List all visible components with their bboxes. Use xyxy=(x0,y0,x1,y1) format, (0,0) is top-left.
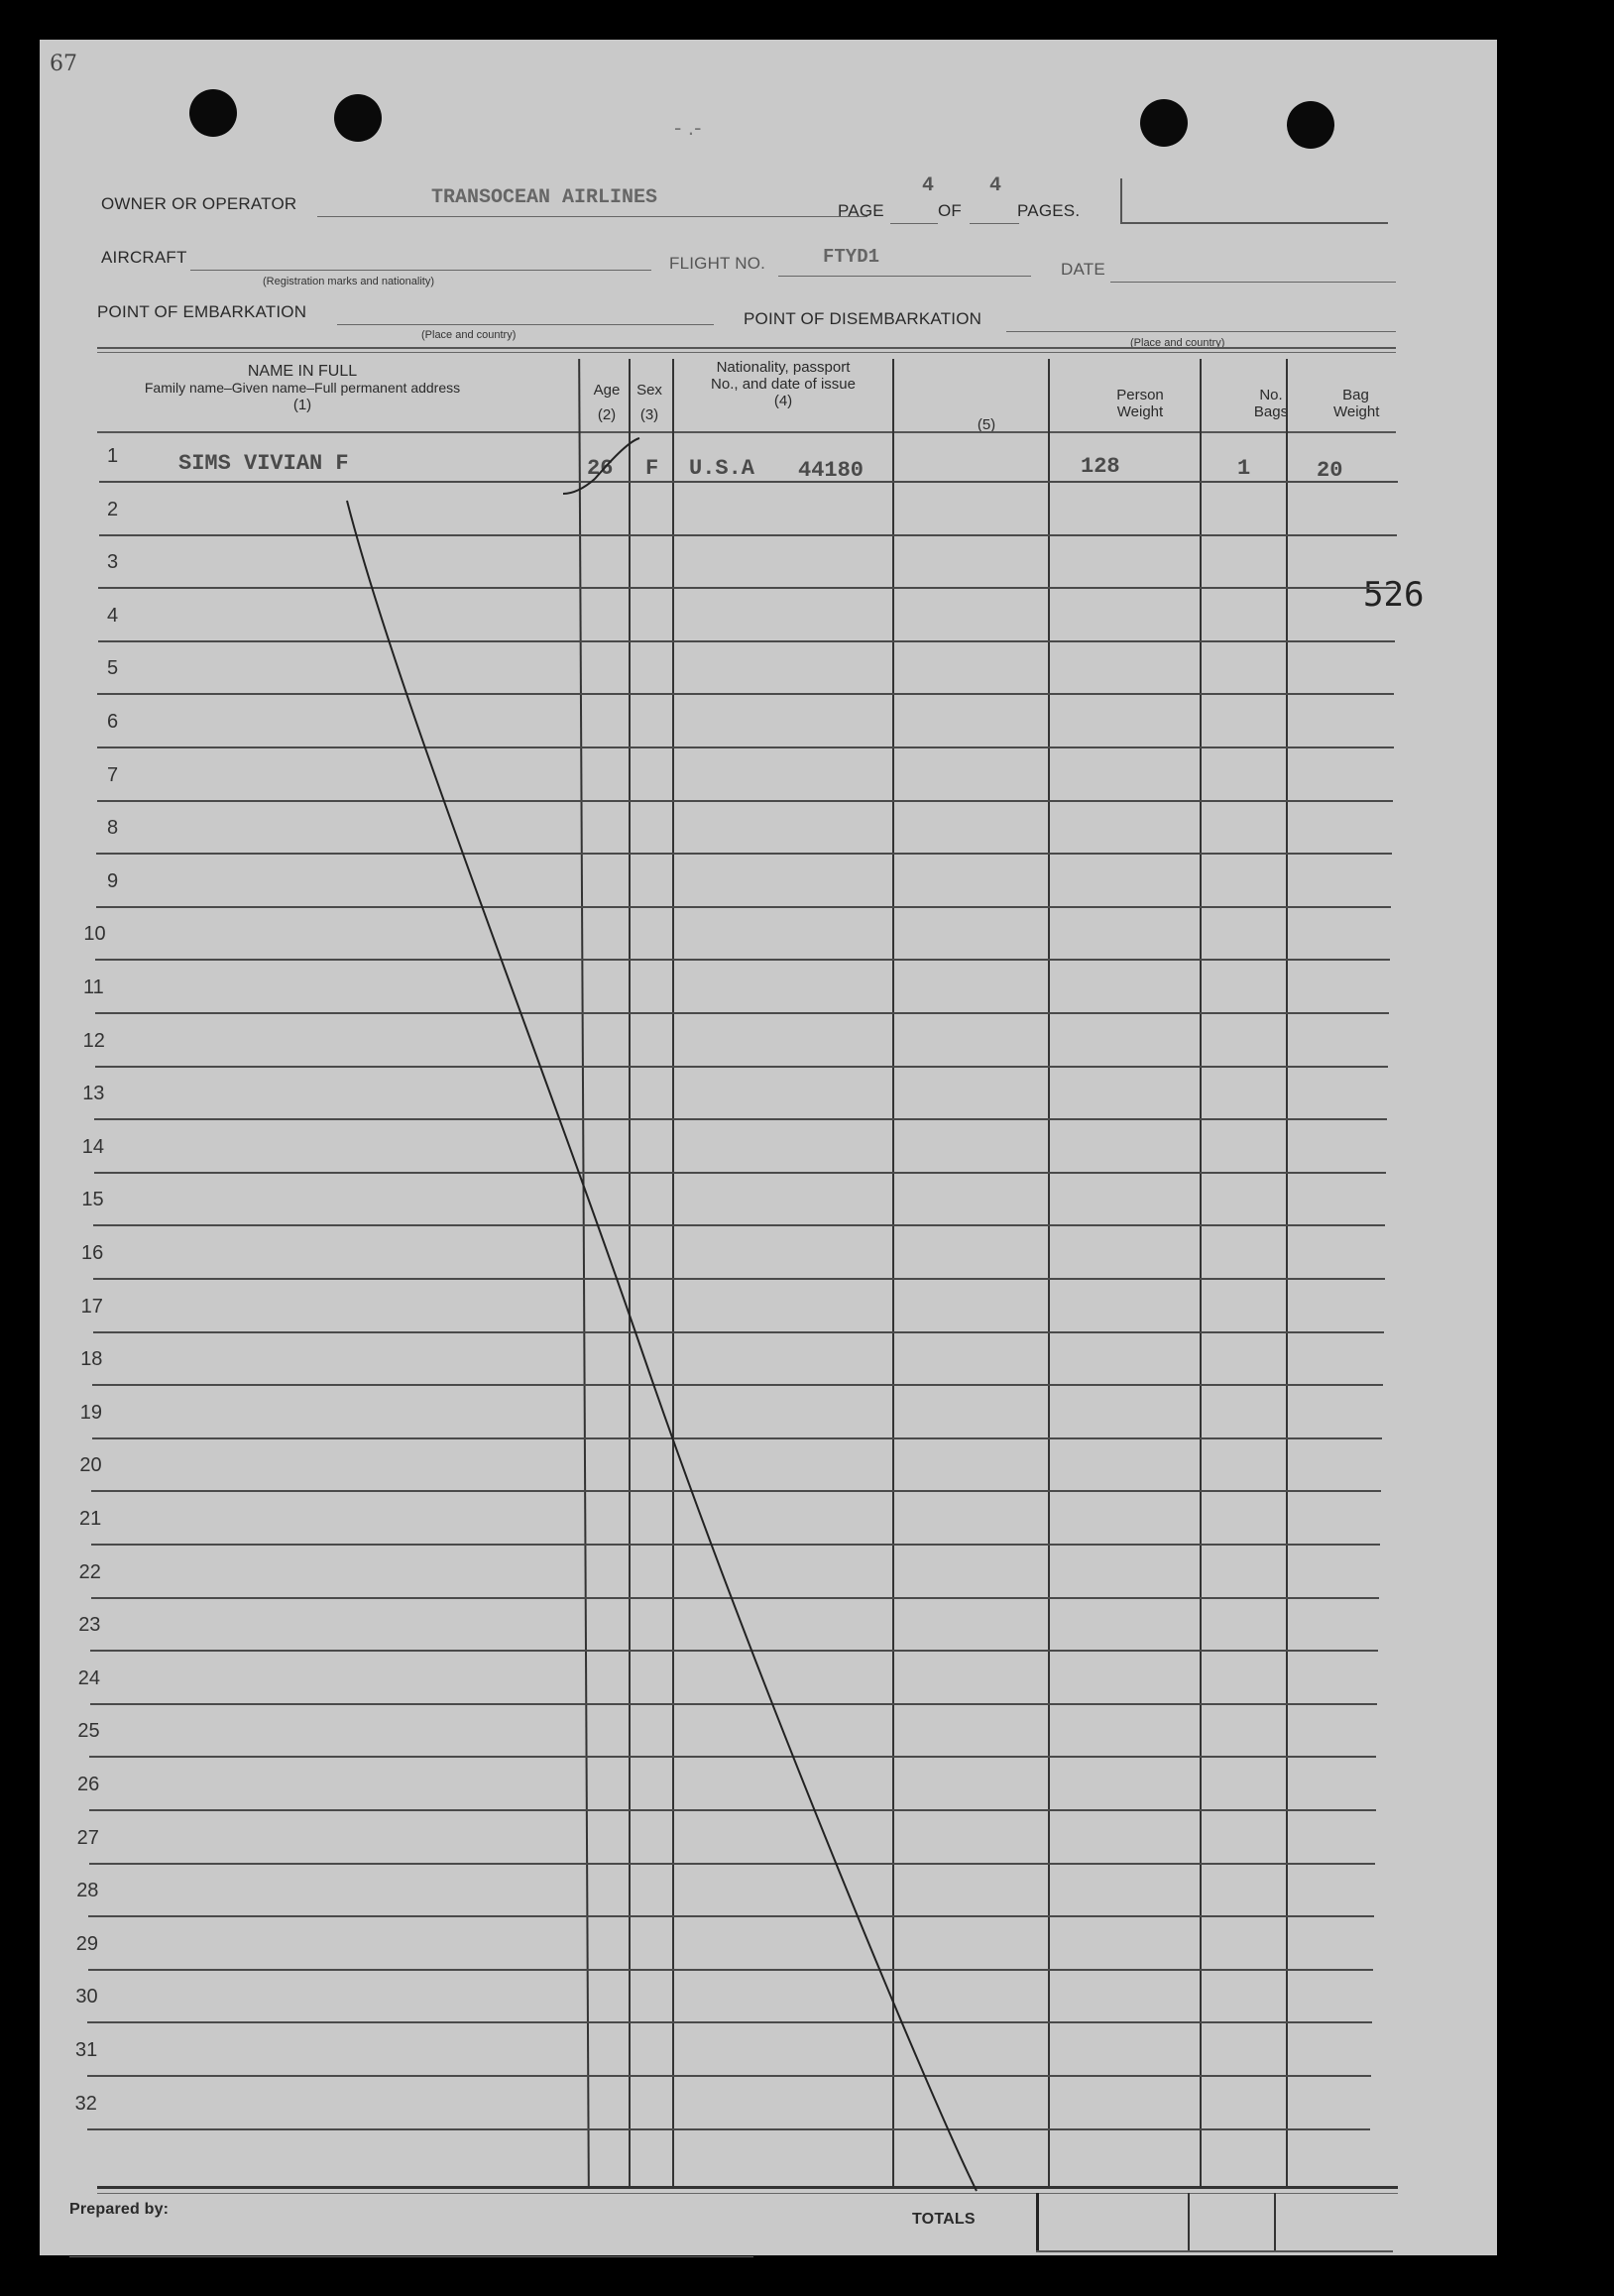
cancel-stroke xyxy=(347,501,977,2191)
aircraft-note: (Registration marks and nationality) xyxy=(263,276,435,287)
totals-label: TOTALS xyxy=(912,2211,976,2228)
row-number: 16 xyxy=(81,1242,104,1264)
row-number: 10 xyxy=(83,923,106,946)
row-number: 6 xyxy=(107,711,119,733)
row-number: 11 xyxy=(83,976,104,998)
row1-age: 26 xyxy=(587,456,614,481)
row-number: 22 xyxy=(78,1560,101,1583)
col-nationality-title: Nationality, passport No., and date of issue xyxy=(711,359,856,393)
row-number: 29 xyxy=(75,1932,99,1955)
margin-number: 526 xyxy=(1363,575,1425,615)
row-number: 24 xyxy=(77,1666,101,1689)
check-tick xyxy=(563,438,639,494)
row-number: 30 xyxy=(75,1986,98,2009)
page-value: 4 xyxy=(922,174,935,197)
row-number: 26 xyxy=(77,1774,100,1795)
row-number: 7 xyxy=(107,763,119,786)
embark-note: (Place and country) xyxy=(421,329,517,341)
row-number: 18 xyxy=(80,1348,103,1371)
row-number: 27 xyxy=(76,1826,99,1849)
owner-label: OWNER OR OPERATOR xyxy=(101,194,297,213)
col-bags-title: No. Bags xyxy=(1253,387,1289,420)
col-age-title: Age xyxy=(593,382,621,399)
row-number: 25 xyxy=(77,1720,100,1743)
row-number: 4 xyxy=(107,604,119,627)
row-number: 23 xyxy=(78,1614,101,1637)
col-name-title: NAME IN FULL xyxy=(247,363,358,380)
row1-bags: 1 xyxy=(1237,456,1251,481)
col-nationality-num: (4) xyxy=(773,393,793,409)
manifest-sheet xyxy=(40,40,1497,2255)
row-number: 20 xyxy=(79,1454,102,1477)
prepared-label: Prepared by: xyxy=(69,2201,170,2218)
disembark-label: POINT OF DISEMBARKATION xyxy=(744,309,982,328)
of-label: OF xyxy=(938,201,963,220)
col-sex-title: Sex xyxy=(636,382,662,399)
col-age-num: (2) xyxy=(597,406,617,423)
flight-value: FTYD1 xyxy=(823,246,880,268)
col-5-num: (5) xyxy=(977,416,996,433)
row-number: 1 xyxy=(107,445,119,467)
col-person-weight-title: Person Weight xyxy=(1116,387,1164,420)
row1-sex: F xyxy=(645,456,659,481)
aircraft-label: AIRCRAFT xyxy=(101,248,187,267)
disembark-note: (Place and country) xyxy=(1130,337,1225,349)
row1-person-weight: 128 xyxy=(1081,454,1120,479)
row-number: 8 xyxy=(107,817,119,840)
prepared-underline xyxy=(69,2256,753,2257)
row-number: 3 xyxy=(107,551,119,574)
row-number: 32 xyxy=(74,2092,97,2115)
row-number: 21 xyxy=(79,1508,102,1530)
row-number: 14 xyxy=(81,1135,105,1158)
row1-nationality: U.S.A xyxy=(689,456,755,481)
col-name-num: (1) xyxy=(292,397,312,413)
row1-passport: 44180 xyxy=(798,458,865,483)
pages-label: PAGES. xyxy=(1017,201,1081,220)
row-number: 28 xyxy=(76,1880,99,1902)
corner-mark: 67 xyxy=(50,52,77,76)
row-number: 9 xyxy=(107,869,119,892)
page-label: PAGE xyxy=(838,201,884,220)
faint-stamp: - .- xyxy=(674,115,702,140)
row-number: 15 xyxy=(81,1189,104,1211)
row-number: 12 xyxy=(82,1029,105,1052)
flight-label: FLIGHT NO. xyxy=(669,254,766,273)
row1-name: SIMS VIVIAN F xyxy=(178,451,349,476)
date-label: DATE xyxy=(1061,260,1105,279)
row-number: 17 xyxy=(80,1295,103,1318)
col-bag-weight-title: Bag Weight xyxy=(1333,387,1380,420)
owner-value: TRANSOCEAN AIRLINES xyxy=(431,186,658,209)
row-number: 13 xyxy=(82,1083,105,1105)
col-name-sub: Family name–Given name–Full permanent address xyxy=(144,380,461,396)
cancel-stroke-overlay xyxy=(40,40,1497,2255)
row-number: 31 xyxy=(75,2039,98,2061)
row1-bag-weight: 20 xyxy=(1317,458,1343,483)
row-number: 2 xyxy=(107,498,119,520)
of-value: 4 xyxy=(989,174,1002,197)
row-number: 19 xyxy=(79,1401,103,1424)
embark-label: POINT OF EMBARKATION xyxy=(97,302,307,321)
col-sex-num: (3) xyxy=(639,406,659,423)
row-number: 5 xyxy=(107,657,119,680)
